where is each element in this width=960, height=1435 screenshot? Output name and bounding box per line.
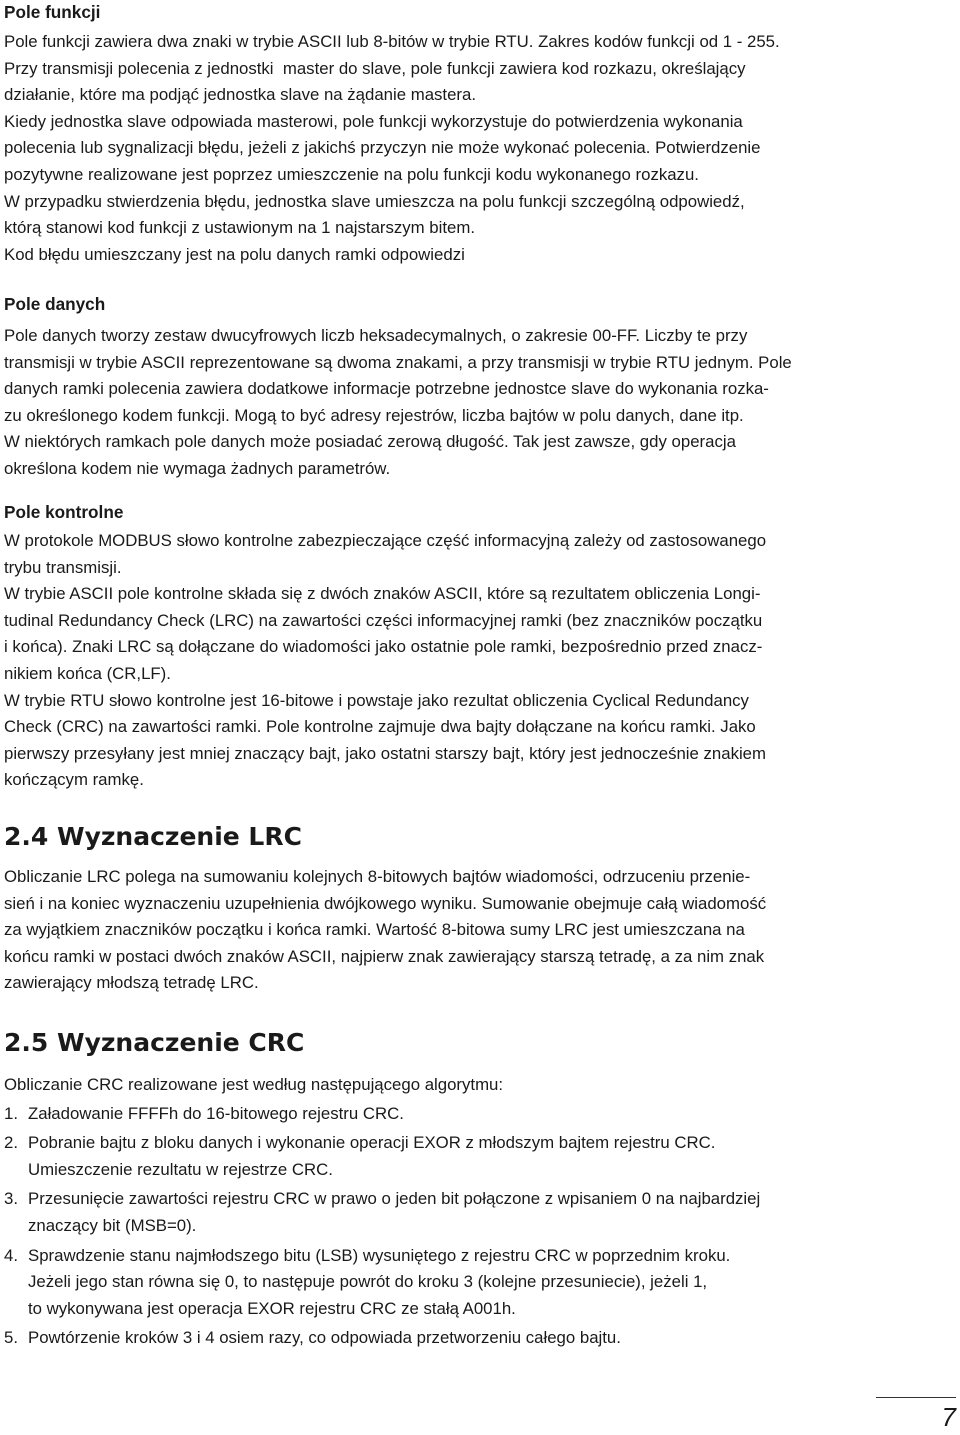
section-crc (4, 1026, 956, 1352)
list-item-text: Powtórzenie kroków 3 i 4 osiem razy, co odpowiada przetworzeniu całego bajtu. (28, 1328, 621, 1348)
list-item (4, 1243, 956, 1323)
paragraph-pole-danych: Pole danych tworzy zestaw dwucyfrowych liczb heksadecymalnych, o zakresie 00-FF. Liczby te przy transmisji w trybie ASCII reprezentowane są dwoma znakami, a przy transmisji w trybie RTU jednym. Pole danych ramki polecenia zawiera dodatkowe informacje potrzebne jednostce slave do wykonania rozka- zu określonego kodem funkcji. Mogą to być adresy rejestrów, liczba bajtów w polu danych, dane itp. W niektórych ramkach pole danych może posiadać zerową długość. Tak jest zawsze, gdy operacja określona kodem nie wymaga żadnych parametrów. (4, 326, 792, 478)
paragraph-crc-intro: Obliczanie CRC realizowane jest według następującego algorytmu: (4, 1075, 504, 1094)
list-item (4, 1130, 956, 1183)
section-pole-kontrolne (4, 500, 956, 794)
footer-rule (876, 1397, 956, 1398)
heading-pole-kontrolne: Pole kontrolne (4, 502, 124, 522)
heading-pole-danych: Pole danych (4, 294, 106, 314)
list-item-number: 3. (4, 1189, 18, 1209)
crc-steps-list (4, 1101, 956, 1352)
section-lrc (4, 820, 956, 997)
list-item (4, 1101, 956, 1128)
list-item (4, 1325, 956, 1352)
list-item-number: 4. (4, 1245, 18, 1265)
heading-crc: 2.5 Wyznaczenie CRC (4, 1028, 305, 1057)
list-item (4, 1186, 956, 1239)
section-pole-funkcji (4, 0, 956, 268)
list-item-text: Załadowanie FFFFh do 16-bitowego rejestru CRC. (28, 1103, 404, 1123)
list-item-number: 1. (4, 1103, 18, 1123)
list-item-text: Pobranie bajtu z bloku danych i wykonanie operacji EXOR z młodszym bajtem rejestru CRC. Umieszczenie rezultatu w rejestrze CRC. (28, 1133, 716, 1179)
list-item-number: 5. (4, 1328, 18, 1348)
list-item-text: Przesunięcie zawartości rejestru CRC w prawo o jeden bit połączone z wpisaniem 0 na najbardziej znaczący bit (MSB=0). (28, 1189, 761, 1235)
paragraph-pole-funkcji: Pole funkcji zawiera dwa znaki w trybie ASCII lub 8-bitów w trybie RTU. Zakres kodów funkcji od 1 - 255. Przy transmisji polecenia z jednostki master do slave, pole funkcji zawiera kod rozkazu, określający działanie, które ma podjąć jednostka slave na żądanie mastera. Kiedy jednostka slave odpowiada masterowi, pole funkcji wykorzystuje do potwierdzenia wykonania polecenia lub sygnalizacji błędu, jeżeli z jakichś przyczyn nie może wykonać polecenia. Potwierdzenie pozytywne realizowane jest poprzez umieszczenie na polu funkcji kodu wykonanego rozkazu. W przypadku stwierdzenia błędu, jednostka slave umieszcza na polu funkcji szczególną odpowiedź, którą stanowi kod funkcji z ustawionym na 1 najstarszym bitem. Kod błędu umieszczany jest na polu danych ramki odpowiedzi (4, 32, 780, 264)
paragraph-pole-kontrolne: W protokole MODBUS słowo kontrolne zabezpieczające część informacyjną zależy od zastosowanego trybu transmisji. W trybie ASCII pole kontrolne składa się z dwóch znaków ASCII, które są rezultatem obliczenia Longi- tudinal Redundancy Check (LRC) na zawartości części informacyjnej ramki (bez znaczników początku i końca). Znaki LRC są dołączane do wiadomości jako ostatnie pole ramki, bezpośrednio przed znacz- nikiem końca (CR,LF). W trybie RTU słowo kontrolne jest 16-bitowe i powstaje jako rezultat obliczenia Cyclical Redundancy Check (CRC) na zawartości ramki. Pole kontrolne zajmuje dwa bajty dołączane na końcu ramki. Jako pierwszy przesyłany jest mniej znaczący bajt, jako ostatni starszy bajt, który jest jednocześnie znakiem kończącym ramkę. (4, 531, 767, 790)
paragraph-lrc: Obliczanie LRC polega na sumowaniu kolejnych 8-bitowych bajtów wiadomości, odrzuceniu przenie- sień i na koniec wyznaczeniu uzupełnienia dwójkowego wyniku. Sumowanie obejmuje całą wiadomość za wyjątkiem znaczników początku i końca ramki. Wartość 8-bitowa sumy LRC jest umieszczana na końcu ramki w postaci dwóch znaków ASCII, najpierw znak zawierający starszą tetradę, a za nim znak zawierający młodszą tetradę LRC. (4, 867, 767, 993)
page-number: 7 (941, 1402, 956, 1432)
heading-pole-funkcji: Pole funkcji (4, 2, 101, 22)
list-item-text: Sprawdzenie stanu najmłodszego bitu (LSB) wysuniętego z rejestru CRC w poprzednim kroku. Jeżeli jego stan równa się 0, to następuje powrót do kroku 3 (kolejne przesuniecie), jeżeli 1, to wykonywana jest operacja EXOR rejestru CRC ze stałą A001h. (28, 1245, 731, 1318)
heading-lrc: 2.4 Wyznaczenie LRC (4, 822, 302, 851)
section-pole-danych (4, 292, 956, 483)
list-item-number: 2. (4, 1133, 18, 1153)
